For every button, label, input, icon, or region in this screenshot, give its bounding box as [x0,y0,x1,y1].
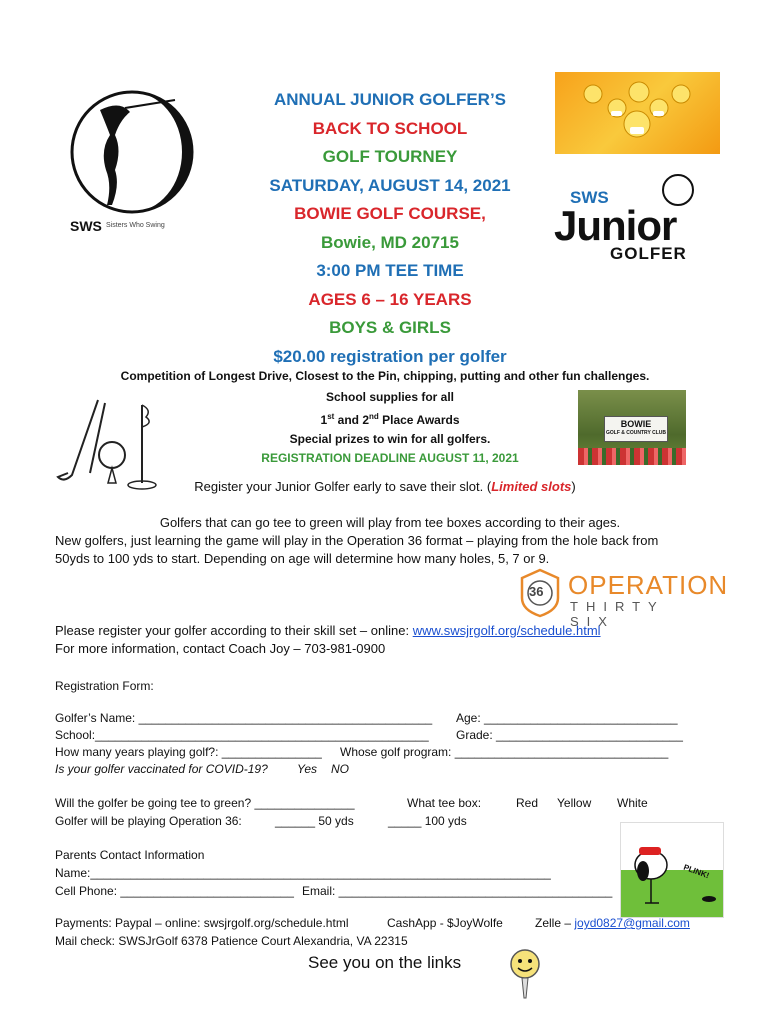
snoopy-golf-image [620,822,724,918]
heading-line: BOWIE GOLF COURSE, [294,204,486,223]
heading-line: SATURDAY, AUGUST 14, 2021 [269,175,511,195]
cell-phone-field[interactable]: Cell Phone: __________________________ [55,884,294,898]
closing-text: See you on the links [308,953,462,972]
heading-line: Bowie, MD 20715 [321,232,459,252]
golf-program-field[interactable]: Whose golf program: ________________________________ [340,745,669,759]
register-online-line: Please register your golfer according to their skill set – online: www.swsjrgolf.org/schedule.html [55,623,601,638]
op36-word2: THIRTY SIX [570,599,665,629]
junior-logo-sub: GOLFER [610,244,687,263]
paragraph-line: Golfers that can go tee to green will play from tee boxes according to their ages. [159,515,621,530]
op36-number: 36 [529,584,544,599]
tee-white[interactable]: White [617,796,648,810]
mail-check-line: Mail check: SWSJrGolf 6378 Patience Court Alexandria, VA 22315 [55,934,408,948]
vaccinated-yes[interactable]: Yes [297,762,318,776]
golfer-silhouette-icon [60,90,200,220]
parent-name-field[interactable]: Name:_____________________________________________________________________ [55,866,551,880]
heading-line: ANNUAL JUNIOR GOLFER’S [273,90,507,109]
heading-line: $20.00 registration per golfer [273,346,507,366]
yds-100-field[interactable]: _____ 100 yds [388,814,467,828]
tee-box-label: What tee box: [407,796,482,810]
school-supplies: School supplies for all [325,390,455,404]
tee-red[interactable]: Red [516,796,539,810]
plink-text: PLINK! [682,862,711,881]
info-paragraph [55,514,725,568]
bowie-sign-line1: BOWIE [620,419,652,429]
sws-brand: SWS [70,218,102,234]
junior-logo-main: Junior [554,202,677,249]
operation-36-question: Golfer will be playing Operation 36: [55,814,242,828]
operation-36-logo [518,568,729,629]
heading-line: BACK TO SCHOOL [312,118,468,138]
paypal-line: Payments: Paypal – online: swsjrgolf.org/schedule.html [55,916,349,930]
heading-line: AGES 6 – 16 YEARS [308,289,472,309]
yds-50-field[interactable]: ______ 50 yds [275,814,354,828]
heading-line: 3:00 PM TEE TIME [316,261,464,280]
age-field[interactable]: Age: _____________________________ [456,711,678,725]
school-field[interactable]: School:__________________________________________________ [55,728,429,742]
sws-tagline: Sisters Who Swing [106,222,165,229]
register-early-text: Register your Junior Golfer early to save their slot. (Limited slots) [194,479,576,494]
zelle-line: Zelle – joyd0827@gmail.com [535,916,690,930]
junior-logo-top: SWS [570,188,609,207]
heading-line: GOLF TOURNEY [322,147,458,166]
golf-ball-mascot [505,946,545,1002]
years-playing-field[interactable]: How many years playing golf?: _______________ [55,745,322,759]
heading-block [200,86,580,371]
golf-ball-mascot-icon [505,946,545,1002]
contact-block [55,622,745,658]
paragraph-line: New golfers, just learning the game will play in the Operation 36 format – playing from the hole back from [55,533,659,548]
op36-word1: OPERATION [568,570,729,600]
sws-logo [60,90,200,245]
vaccinated-no[interactable]: NO [331,762,349,776]
paragraph-line: 50yds to 100 yds to start. Depending on age will determine how many holes, 5, 7 or 9. [55,551,550,566]
email-field[interactable]: Email: _________________________________________ [302,884,613,898]
parents-contact-title: Parents Contact Information [55,848,205,862]
cashapp-line: CashApp - $JoyWolfe [387,916,503,930]
tee-to-green-field[interactable]: Will the golfer be going tee to green? _______________ [55,796,355,810]
grade-field[interactable]: Grade: ____________________________ [456,728,683,742]
golfer-name-field[interactable]: Golfer’s Name: ____________________________________________ [55,711,433,725]
bowie-sign-line2: GOLF & COUNTRY CLUB [606,430,666,436]
heading-line: BOYS & GIRLS [329,318,451,337]
competition-text: Competition of Longest Drive, Closest to the Pin, chipping, putting and other fun challenges. [120,369,650,383]
form-title: Registration Form: [55,679,154,693]
deadline-text: REGISTRATION DEADLINE AUGUST 11, 2021 [261,451,519,465]
supplies-text [200,388,580,468]
zelle-email-link[interactable]: joyd0827@gmail.com [574,916,690,930]
limited-slots: Limited slots [491,479,572,494]
awards-text: 1st and 2nd Place Awards [320,412,460,427]
schedule-link[interactable]: www.swsjrgolf.org/schedule.html [412,623,601,638]
contact-info-line: For more information, contact Coach Joy – 703-981-0900 [55,641,386,656]
tee-yellow[interactable]: Yellow [557,796,592,810]
bowie-sign-photo [578,390,686,465]
vaccinated-question: Is your golfer vaccinated for COVID-19? [55,762,268,776]
prizes-text: Special prizes to win for all golfers. [289,432,491,446]
